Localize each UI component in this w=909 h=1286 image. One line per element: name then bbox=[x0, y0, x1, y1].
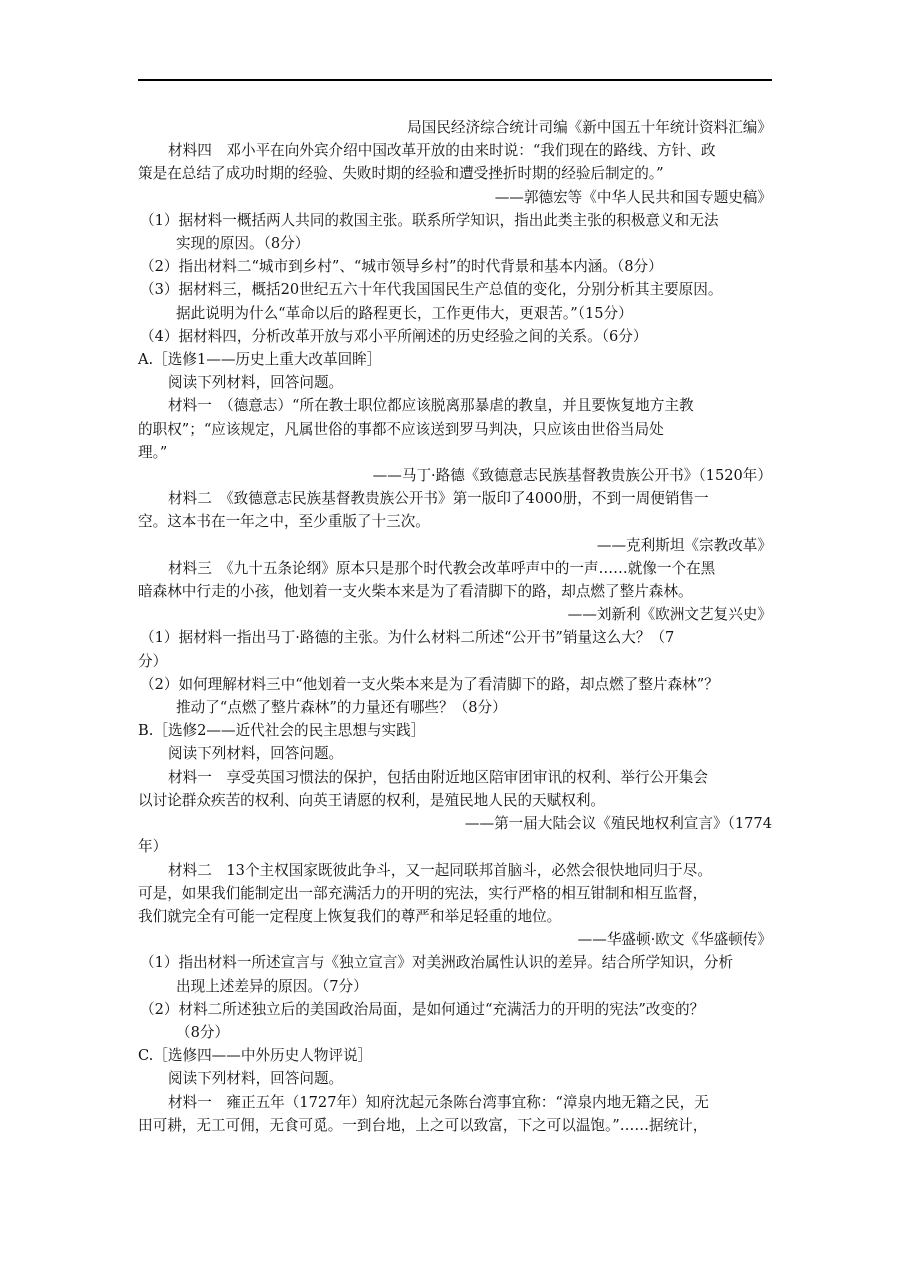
text-line: ——郭德宏等《中华人民共和国专题史稿》 bbox=[494, 188, 772, 206]
text-line: ——第一届大陆会议《殖民地权利宣言》（1774 bbox=[464, 815, 772, 833]
text-line: 暗森林中行走的小孩，他划着一支火柴本来是为了看清脚下的路，却点燃了整片森林。 bbox=[138, 583, 693, 601]
text-line: ——克利斯坦《宗教改革》 bbox=[596, 536, 772, 554]
text-line: 理。” bbox=[138, 443, 168, 461]
text-line: ——马丁·路德《致德意志民族基督教贵族公开书》（1520年） bbox=[372, 467, 772, 485]
text-line: 我们就完全有可能一定程度上恢复我们的尊严和举足轻重的地位。 bbox=[138, 907, 562, 925]
text-line: 材料二 《致德意志民族基督教贵族公开书》第一版印了4000册，不到一周便销售一 bbox=[168, 490, 709, 508]
text-line: （4）据材料四，分析改革开放与邓小平所阐述的历史经验之间的关系。（6分） bbox=[140, 327, 648, 345]
text-line: 可是，如果我们能制定出一部充满活力的开明的宪法，实行严格的相互钳制和相互监督， bbox=[138, 884, 708, 902]
text-line: （8分） bbox=[176, 1023, 230, 1041]
text-line: 推动了“点燃了整片森林”的力量还有哪些？（8分） bbox=[176, 699, 507, 717]
text-line: 田可耕，无工可佣，无食可觅。一到台地，上之可以致富，下之可以温饱。”……据统计， bbox=[138, 1116, 708, 1134]
text-line: 材料二 13个主权国家既彼此争斗，又一起同联邦首脑斗，必然会很快地同归于尽。 bbox=[168, 861, 712, 879]
text-line: 材料一 享受英国习惯法的保护，包括由附近地区陪审团审讯的权利、举行公开集会 bbox=[168, 768, 708, 786]
text-line: （1）据材料一概括两人共同的救国主张。联系所学知识，指出此类主张的积极意义和无法 bbox=[140, 211, 719, 229]
text-line: ——刘新利《欧洲文艺复兴史》 bbox=[567, 606, 772, 624]
text-line: 材料四 邓小平在向外宾介绍中国改革开放的由来时说：“我们现在的路线、方针、政 bbox=[168, 142, 716, 160]
text-line: （2）如何理解材料三中“他划着一支火柴本来是为了看清脚下的路，却点燃了整片森林”？ bbox=[140, 675, 719, 693]
text-line: 据此说明为什么“革命以后的路程更长，工作更伟大，更艰苦。”（15分） bbox=[176, 304, 633, 322]
text-line: ——华盛顿·欧文《华盛顿传》 bbox=[577, 931, 772, 949]
text-line: 的职权”；“应该规定，凡属世俗的事都不应该送到罗马判决，只应该由世俗当局处 bbox=[138, 420, 664, 438]
header-rule bbox=[138, 79, 772, 81]
text-line: 材料一 （德意志）“所在教士职位都应该脱离那暴虐的教皇，并且要恢复地方主教 bbox=[168, 397, 694, 415]
text-line: C.［选修四——中外历史人物评说］ bbox=[138, 1047, 373, 1065]
text-line: （2）材料二所述独立后的美国政治局面，是如何通过“充满活力的开明的宪法”改变的？ bbox=[140, 1000, 705, 1018]
text-line: B.［选修2——近代社会的民主思想与实践］ bbox=[138, 722, 426, 740]
document-body bbox=[138, 116, 772, 1137]
text-line: 局国民经济综合统计司编《新中国五十年统计资料汇编》 bbox=[407, 119, 772, 136]
text-line: （3）据材料三，概括20世纪五六十年代我国国民生产总值的变化，分别分析其主要原因。 bbox=[140, 281, 723, 299]
text-line: 材料一 雍正五年（1727年）知府沈起元条陈台湾事宜称：“漳泉内地无籍之民，无 bbox=[168, 1093, 709, 1111]
text-line: （2）指出材料二“城市到乡村”、“城市领导乡村”的时代背景和基本内涵。（8分） bbox=[140, 258, 663, 276]
text-line: 材料三 《九十五条论纲》原本只是那个时代教会改革呼声中的一声……就像一个在黑 bbox=[168, 559, 716, 577]
text-line: （1）指出材料一所述宣言与《独立宣言》对美洲政治属性认识的差异。结合所学知识，分析 bbox=[140, 954, 734, 972]
text-line: A.［选修1——历史上重大改革回眸］ bbox=[138, 351, 382, 369]
text-line: （1）据材料一指出马丁·路德的主张。为什么材料二所述“公开书”销量这么大？（7 bbox=[140, 629, 675, 647]
text-line: 出现上述差异的原因。（7分） bbox=[176, 977, 368, 995]
text-line: 阅读下列材料，回答问题。 bbox=[168, 374, 344, 392]
text-line: 策是在总结了成功时期的经验、失败时期的经验和遭受挫折时期的经验后制定的。” bbox=[138, 165, 664, 183]
text-line: 空。这本书在一年之中，至少重版了十三次。 bbox=[138, 513, 430, 531]
text-line: 以讨论群众疾苦的权利、向英王请愿的权利，是殖民地人民的天赋权利。 bbox=[138, 791, 606, 809]
text-line: 分） bbox=[138, 652, 168, 670]
text-line: 阅读下列材料，回答问题。 bbox=[168, 745, 344, 763]
text-line: 实现的原因。（8分） bbox=[176, 235, 310, 253]
text-line: 阅读下列材料，回答问题。 bbox=[168, 1070, 344, 1088]
text-line: 年） bbox=[138, 838, 168, 856]
